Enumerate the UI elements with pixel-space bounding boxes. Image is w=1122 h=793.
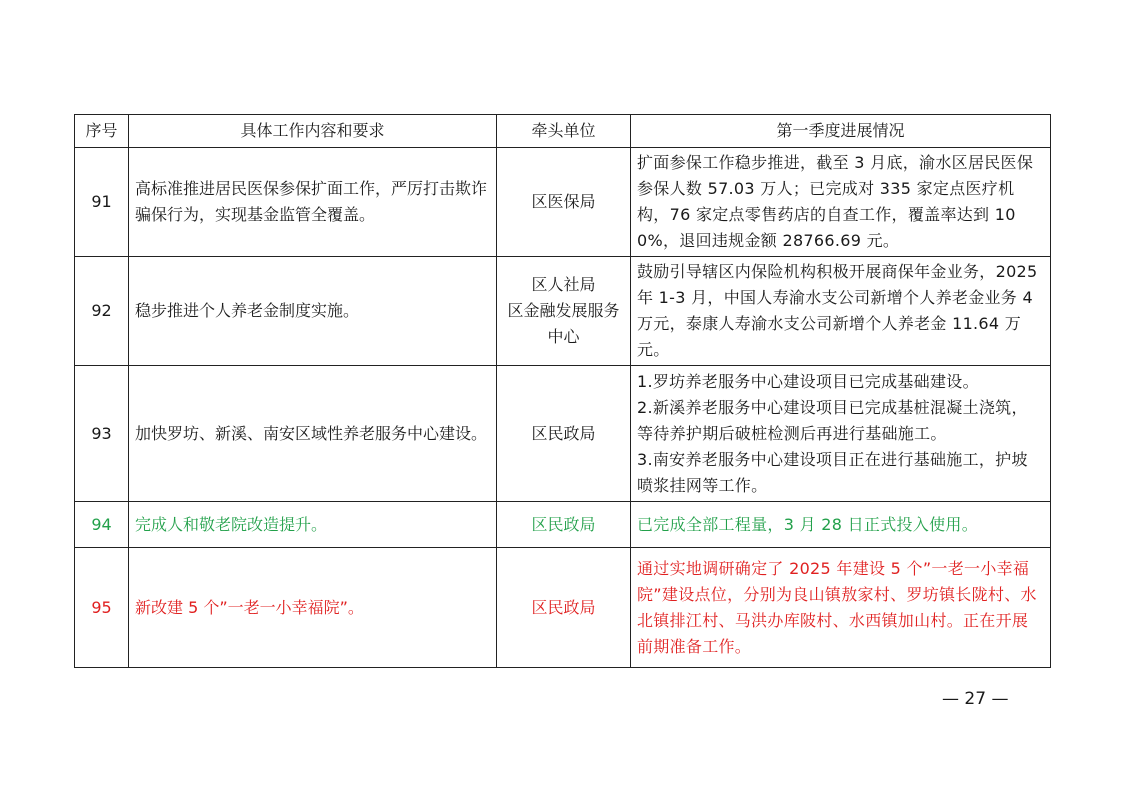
progress-text: 扩面参保工作稳步推进，截至 3 月底，渝水区居民医保参保人数 57.03 万人；已完成对 335 家定点医疗机构，76 家定点零售药店的自查工作，覆盖率达到 100%，退回违规金额 28766.69 元。 [637, 153, 1034, 250]
task-description: 完成人和敬老院改造提升。 [129, 502, 497, 548]
lead-unit: 区民政局 [531, 514, 596, 534]
header-q1-progress: 第一季度进展情况 [631, 115, 1051, 148]
row-number: 92 [75, 257, 129, 366]
lead-unit-cell [497, 257, 631, 366]
progress-cell [631, 148, 1051, 257]
progress-text: 通过实地调研确定了 2025 年建设 5 个”一老一小幸福院”建设点位，分别为良山镇敖家村、罗坊镇长陇村、水北镇排江村、马洪办库陂村、水西镇加山村。正在开展前期准备工作。 [637, 558, 1037, 656]
table-row [75, 257, 1051, 366]
header-task: 具体工作内容和要求 [129, 115, 497, 148]
header-number: 序号 [75, 115, 129, 148]
lead-unit-cell [497, 548, 631, 668]
lead-unit-cell [497, 366, 631, 502]
lead-unit: 区民政局 [531, 597, 596, 617]
progress-cell [631, 502, 1051, 548]
header-lead-unit: 牵头单位 [497, 115, 631, 148]
row-number: 93 [75, 366, 129, 502]
page-number: — 27 — [942, 689, 1009, 709]
work-progress-table [74, 114, 1051, 668]
row-number: 91 [75, 148, 129, 257]
progress-text: 已完成全部工程量，3 月 28 日正式投入使用。 [637, 514, 978, 534]
task-description: 新改建 5 个”一老一小幸福院”。 [129, 548, 497, 668]
progress-cell [631, 257, 1051, 366]
table-row [75, 548, 1051, 668]
progress-text: 2.新溪养老服务中心建设项目已完成基桩混凝土浇筑，等待养护期后破桩检测后再进行基础施工。 [637, 397, 1028, 443]
progress-text: 3.南安养老服务中心建设项目正在进行基础施工，护坡喷浆挂网等工作。 [637, 449, 1028, 495]
progress-text: 1.罗坊养老服务中心建设项目已完成基础建设。 [637, 371, 979, 391]
progress-cell [631, 366, 1051, 502]
table-row [75, 148, 1051, 257]
lead-unit: 区医保局 [531, 192, 596, 211]
table-body [75, 148, 1051, 668]
lead-unit: 区金融发展服务中心 [507, 301, 620, 346]
lead-unit: 区人社局 [531, 275, 596, 294]
progress-cell [631, 548, 1051, 668]
table-row [75, 366, 1051, 502]
task-description: 加快罗坊、新溪、南安区域性养老服务中心建设。 [129, 366, 497, 502]
lead-unit: 区民政局 [531, 423, 596, 443]
progress-text: 鼓励引导辖区内保险机构积极开展商保年金业务，2025 年 1-3 月，中国人寿渝水支公司新增个人养老金业务 4 万元，泰康人寿渝水支公司新增个人养老金 11.64 万元。 [637, 262, 1038, 359]
row-number: 94 [75, 502, 129, 548]
task-description: 稳步推进个人养老金制度实施。 [129, 257, 497, 366]
lead-unit-cell [497, 502, 631, 548]
lead-unit-cell [497, 148, 631, 257]
table-header-row [75, 115, 1051, 148]
row-number: 95 [75, 548, 129, 668]
table-row [75, 502, 1051, 548]
task-description: 高标准推进居民医保参保扩面工作，严厉打击欺诈骗保行为，实现基金监管全覆盖。 [129, 148, 497, 257]
